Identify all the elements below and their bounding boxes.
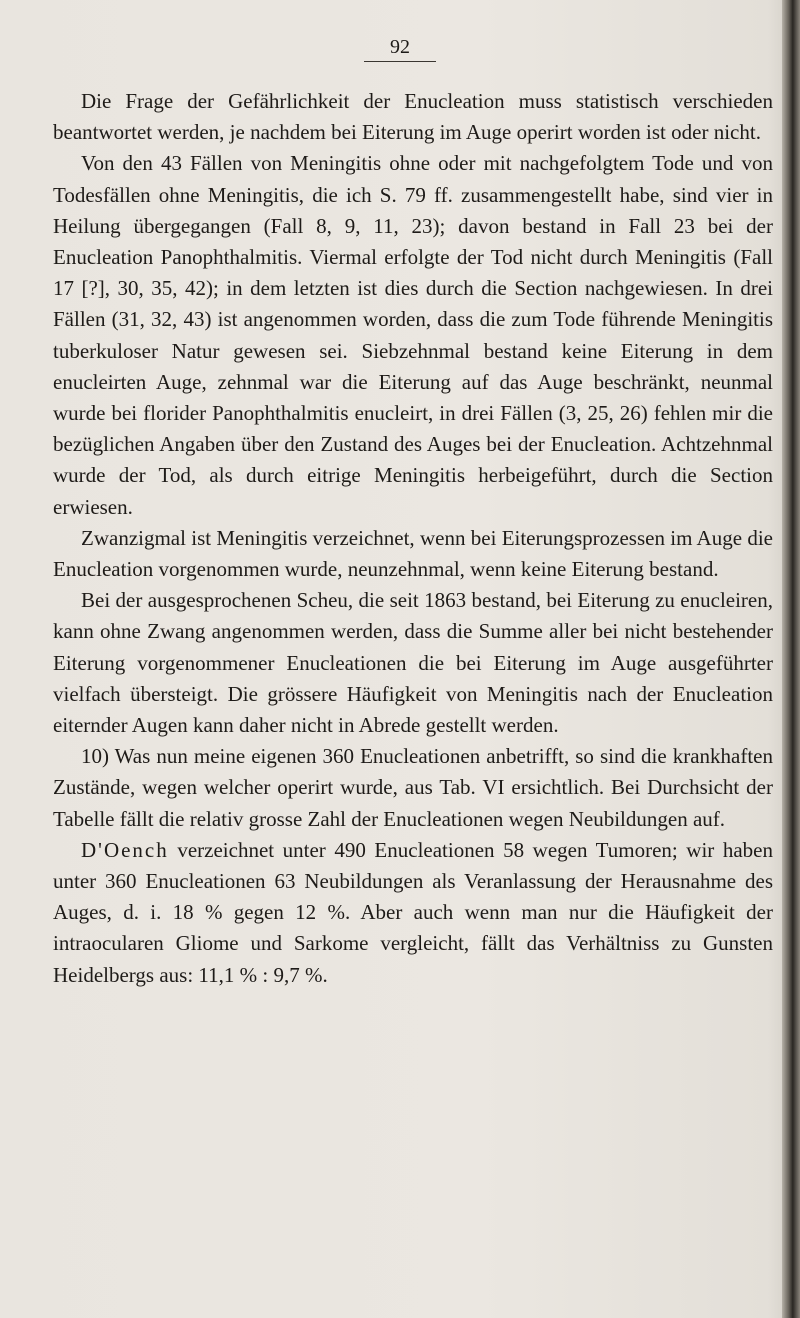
- paragraph-doench: [53, 835, 773, 991]
- paragraph-eigene-enucleationen: 10) Was nun meine eigenen 360 Enucleationen anbetrifft, so sind die krankhaften Zustände, wegen welcher operirt wurde, aus Tab. VI ersichtlich. Bei Durchsicht der Tabelle fällt die relativ grosse Zahl der Enucleationen wegen Neubildungen auf.: [53, 744, 773, 831]
- paragraph-zwanzigmal: Zwanzigmal ist Meningitis verzeichnet, wenn bei Eiterungsprozessen im Auge die Enucleation vorgenommen wurde, neunzehnmal, wenn keine Eiterung bestand.: [53, 525, 773, 582]
- page-number: 92: [364, 36, 436, 62]
- body-text: [53, 86, 773, 991]
- author-name-doench: D'Oench: [81, 837, 169, 862]
- paragraph-doench-text: verzeichnet unter 490 Enucleationen 58 wegen Tumoren; wir haben unter 360 Enucleationen 63 Neubildungen als Veranlassung der Herausnahme des Auges, d. i. 18 % gegen 12 %. Aber auch wenn man nur die Häufigkeit der intraocularen Gliome und Sarkome vergleicht, fällt das Verhältniss zu Gunsten Heidelbergs aus: 11,1 % : 9,7 %.: [53, 837, 773, 987]
- page-number-header: [0, 36, 800, 62]
- page-edge-shadow: [782, 0, 800, 1318]
- paragraph-scheu-1863: Bei der ausgesprochenen Scheu, die seit 1863 bestand, bei Eiterung zu enucleiren, kann ohne Zwang angenommen werden, dass die Summe aller bei nicht bestehender Eiterung vorgenommener Enucleationen die bei Eiterung im Auge ausgeführter vielfach übersteigt. Die grössere Häufigkeit von Meningitis nach der Enucleation eiternder Augen kann daher nicht in Abrede gestellt werden.: [53, 588, 773, 738]
- paragraph-frage-gefaehrlichkeit: Die Frage der Gefährlichkeit der Enucleation muss statistisch verschieden beantwortet werden, je nachdem bei Eiterung im Auge operirt worden ist oder nicht.: [53, 89, 773, 145]
- paragraph-meningitis-faelle: Von den 43 Fällen von Meningitis ohne oder mit nachgefolgtem Tode und von Todesfällen ohne Meningitis, die ich S. 79 ff. zusammengestellt habe, sind vier in Heilung übergegangen (Fall 8, 9, 11, 23); davon bestand in Fall 23 bei der Enucleation Panophthalmitis. Viermal erfolgte der Tod nicht durch Meningitis (Fall 17 [?], 30, 35, 42); in dem letzten ist dies durch die Section nachgewiesen. In drei Fällen (31, 32, 43) ist angenommen worden, dass die zum Tode führende Meningitis tuberkuloser Natur gewesen sei. Siebzehnmal bestand keine Eiterung in dem enucleirten Auge, zehnmal war die Eiterung auf das Auge beschränkt, neunmal wurde bei florider Panophthalmitis enucleirt, in drei Fällen (3, 25, 26) fehlen mir die bezüglichen Angaben über den Zustand des Auges bei der Enucleation. Achtzehnmal wurde der Tod, als durch eitrige Meningitis herbeigeführt, durch die Section erwiesen.: [53, 151, 773, 519]
